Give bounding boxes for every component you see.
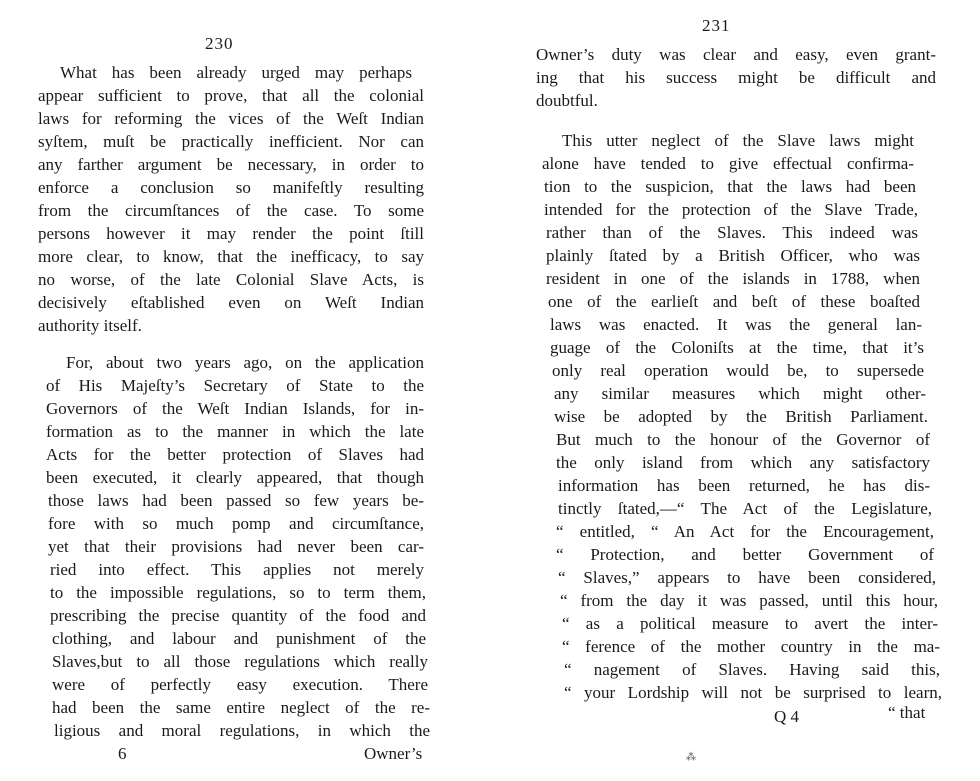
text-line: been executed, it clearly appeared, that though [46,468,424,487]
text-line: formation as to the manner in which the late [46,422,424,441]
text-line: enforce a conclusion so manifeſtly resulting [38,178,424,197]
text-line: authority itself. [38,316,142,335]
text-line: only real operation would be, to supersede [552,361,924,380]
text-line: “ your Lordship will not be surprised to learn, [564,683,942,702]
text-line: had been the same entire neglect of the re- [52,698,430,717]
text-line: clothing, and labour and punishment of the [52,629,426,648]
text-line: tion to the suspicion, that the laws had been [544,177,916,196]
right-page-number: 231 [702,16,731,35]
text-line: tinctly ſtated,—“ The Act of the Legislature, [558,499,932,518]
ink-speck: ⁂ [686,752,696,763]
text-line: more clear, to know, that the inefficacy, to say [38,247,424,266]
text-line: decisively eſtablished even on Weſt Indian [38,293,424,312]
text-line: ried into effect. This applies not merely [50,560,424,579]
text-line: the only island from which any satisfactory [556,453,930,472]
text-line: laws for reforming the vices of the Weſt Indian [38,109,424,128]
text-line: any similar measures which might other- [554,384,926,403]
text-line: persons however it may render the point ſtill [38,224,424,243]
text-line: Slaves,but to all those regulations which really [52,652,428,671]
text-line: ing that his success might be difficult and [536,68,936,87]
text-line: syſtem, muſt be practically inefficient. Nor can [38,132,424,151]
text-line: no worse, of the late Colonial Slave Acts, is [38,270,424,289]
text-line: plainly ſtated by a British Officer, who was [546,246,920,265]
text-line: Acts for the better protection of Slaves had [46,445,424,464]
text-line: “ Slaves,” appears to have been considered, [558,568,936,587]
text-line: “ as a political measure to avert the inter- [562,614,938,633]
text-line: doubtful. [536,91,598,110]
text-line: laws was enacted. It was the general lan- [550,315,922,334]
text-line: resident in one of the islands in 1788, when [546,269,920,288]
text-line: prescribing the precise quantity of the food and [50,606,426,625]
text-line: those laws had been passed so few years be- [48,491,424,510]
text-line: “ from the day it was passed, until this hour, [560,591,938,610]
catchword: “ that [888,703,926,722]
text-line: ligious and moral regulations, in which the [54,721,430,740]
text-line: one of the earlieſt and beſt of these boaſted [548,292,920,311]
text-line: yet that their provisions had never been car- [48,537,424,556]
text-line: from the circumſtances of the case. To some [38,201,424,220]
text-line: fore with so much pomp and circumſtance, [48,514,424,533]
text-line: Owner’s duty was clear and easy, even grant- [536,45,936,64]
text-line: “ entitled, “ An Act for the Encouragement, [556,522,934,541]
text-line: intended for the protection of the Slave Trade, [544,200,918,219]
catchword: Owner’s [364,744,423,763]
text-line: Governors of the Weſt Indian Islands, for in- [46,399,424,418]
text-line: to the impossible regulations, so to term them, [50,583,426,602]
right-page [490,0,980,781]
signature-mark: Q 4 [774,707,800,726]
text-line: rather than of the Slaves. This indeed was [546,223,918,242]
text-line: What has been already urged may perhaps [60,63,412,82]
text-line: “ nagement of Slaves. Having said this, [564,660,940,679]
text-line: of His Majeſty’s Secretary of State to the [46,376,424,395]
signature-mark: 6 [118,744,127,763]
text-line: For, about two years ago, on the application [66,353,424,372]
text-line: appear sufficient to prove, that all the colonial [38,86,424,105]
text-line: This utter neglect of the Slave laws might [562,131,914,150]
text-line: were of perfectly easy execution. There [52,675,428,694]
text-line: alone have tended to give effectual confirma- [542,154,914,173]
text-line: information has been returned, he has dis- [558,476,930,495]
left-page-number: 230 [205,34,234,53]
text-line: “ ference of the mother country in the ma- [562,637,940,656]
text-line: any farther argument be necessary, in order to [38,155,424,174]
text-line: “ Protection, and better Government of [556,545,934,564]
text-line: But much to the honour of the Governor of [556,430,930,449]
text-line: wise be adopted by the British Parliament. [554,407,928,426]
text-line: guage of the Coloniſts at the time, that it’s [550,338,924,357]
